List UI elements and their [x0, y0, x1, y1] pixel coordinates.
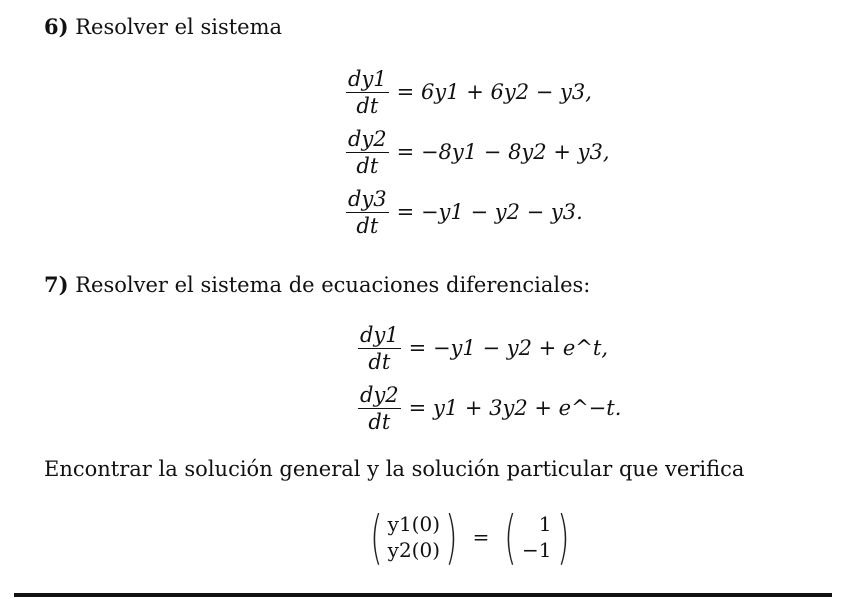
derivative-fraction [346, 127, 389, 178]
fraction-denominator: dt [356, 213, 379, 238]
fraction-denominator: dt [368, 349, 391, 374]
target-values-vector [522, 511, 551, 563]
fraction-numerator: dy2 [348, 126, 387, 151]
fraction-numerator: dy1 [360, 322, 399, 347]
problem-6-heading [44, 14, 282, 40]
fraction-numerator: dy1 [348, 66, 387, 91]
problem-7-heading [44, 272, 590, 298]
problem-7-instruction: Encontrar la solución general y la solución particular que verifica [44, 457, 745, 481]
fraction-denominator: dt [356, 93, 379, 118]
equation-rhs: = −y1 − y2 − y3. [396, 200, 583, 224]
right-paren: ) [445, 503, 458, 571]
derivative-fraction [346, 67, 389, 118]
derivative-fraction [358, 383, 401, 434]
problem-7-number: 7) [44, 272, 69, 297]
equation-row [346, 182, 610, 242]
initial-values-vector [388, 511, 440, 563]
bottom-divider [14, 593, 832, 597]
fraction-denominator: dt [356, 153, 379, 178]
equation-row [346, 122, 610, 182]
equation-rhs: = −8y1 − 8y2 + y3, [396, 140, 610, 164]
problem-7-title: Resolver el sistema de ecuaciones diferenciales: [75, 273, 591, 297]
problem-6-equation-system [346, 62, 610, 242]
equation-rhs: = −y1 − y2 + e^t, [408, 336, 609, 360]
problem-6-title: Resolver el sistema [75, 15, 283, 39]
derivative-fraction [346, 187, 389, 238]
derivative-fraction [358, 323, 401, 374]
fraction-numerator: dy2 [360, 382, 399, 407]
vector-entry: 1 [538, 512, 552, 536]
equation-row [346, 62, 610, 122]
equation-row [358, 318, 621, 378]
initial-condition-equation [365, 503, 574, 571]
vector-entry: −1 [522, 538, 552, 562]
left-paren: ( [504, 503, 517, 571]
equation-rhs: = 6y1 + 6y2 − y3, [396, 80, 592, 104]
vector-entry: y2(0) [387, 538, 440, 562]
problem-7-equation-system [358, 318, 621, 438]
fraction-denominator: dt [368, 409, 391, 434]
problem-6-number: 6) [44, 14, 69, 39]
right-paren: ) [556, 503, 570, 571]
fraction-numerator: dy3 [348, 186, 387, 211]
equation-rhs: = y1 + 3y2 + e^−t. [408, 396, 622, 420]
left-paren: ( [370, 503, 383, 571]
equals-sign: = [472, 525, 490, 549]
equation-row [358, 378, 621, 438]
vector-entry: y1(0) [387, 512, 440, 536]
